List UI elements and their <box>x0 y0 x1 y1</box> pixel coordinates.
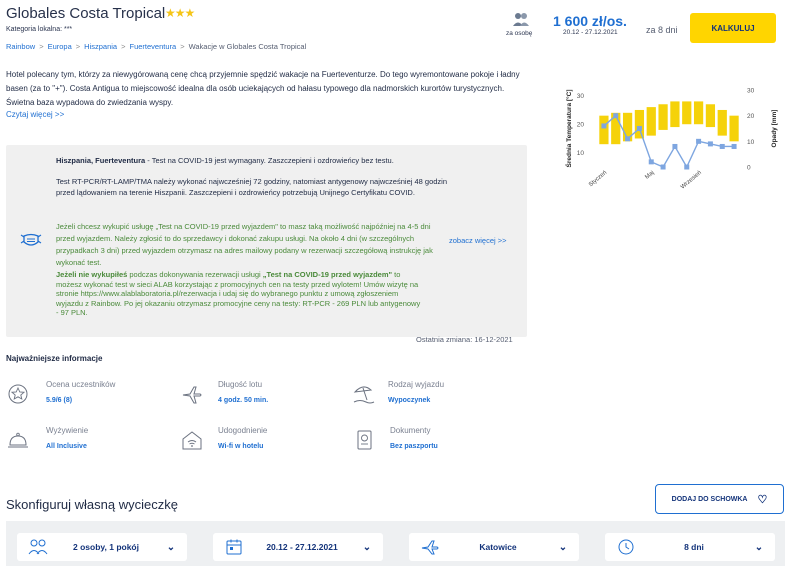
rainfall-point-12 <box>732 144 737 149</box>
info-label: Dokumenty <box>390 426 431 435</box>
rainfall-point-9 <box>696 139 701 144</box>
plane-icon <box>419 538 441 556</box>
covid-heading <box>56 155 496 166</box>
departure-value: Katowice <box>479 542 517 552</box>
chevron-down-icon: ⌄ <box>558 541 568 553</box>
rainfall-point-8 <box>684 165 689 170</box>
heart-icon: ♡ <box>757 493 768 506</box>
rainfall-point-7 <box>672 144 677 149</box>
hotel-category: Kategoria lokalna: *** <box>6 26 73 33</box>
calendar-icon <box>223 538 245 556</box>
chevron-down-icon: ⌄ <box>754 541 764 553</box>
rainfall-point-3 <box>625 136 630 141</box>
hotel-name: Globales Costa Tropical <box>6 5 166 22</box>
covid-alab-mid: podczas dokonywania rezerwacji usługi <box>127 270 263 279</box>
info-trip-type <box>352 378 512 414</box>
y-tick-left: 30 <box>576 93 584 101</box>
y-tick-right: 30 <box>747 87 755 95</box>
breadcrumb-separator: > <box>75 42 81 51</box>
info-label: Ocena uczestników <box>46 380 116 389</box>
duration-value: 8 dni <box>684 542 704 552</box>
info-value-documents: Bez paszportu <box>390 443 438 450</box>
temperature-bar-10 <box>706 104 715 127</box>
breadcrumb <box>6 42 306 51</box>
breadcrumb-separator: > <box>180 42 185 51</box>
hotel-stars: ★★★ <box>165 6 195 20</box>
persons-select[interactable] <box>17 533 187 561</box>
info-amenity <box>180 424 340 460</box>
rainfall-point-11 <box>720 144 725 149</box>
temperature-bar-12 <box>729 116 738 142</box>
price: 1 600 zł/os. <box>553 13 627 29</box>
temperature-bar-1 <box>599 116 608 145</box>
climate-chart <box>540 75 790 215</box>
rainfall-point-5 <box>649 159 654 164</box>
persons-value: 2 osoby, 1 pokój <box>73 542 139 552</box>
y-tick-right: 20 <box>747 113 755 121</box>
calculate-button[interactable]: KALKULUJ <box>690 13 776 43</box>
clock-icon <box>615 538 637 556</box>
duration-select[interactable] <box>605 533 775 561</box>
info-label: Udogodnienie <box>218 426 268 435</box>
last-change-date: Ostatnia zmiana: 16-12-2021 <box>416 335 513 344</box>
wifi-house-icon <box>180 428 204 452</box>
info-label: Rodzaj wyjazdu <box>388 380 445 389</box>
temperature-bar-9 <box>694 101 703 124</box>
x-tick-label: Maj <box>644 169 656 181</box>
departure-select[interactable] <box>409 533 579 561</box>
rainfall-point-4 <box>637 126 642 131</box>
breadcrumb-item-europa[interactable]: Europa <box>47 42 72 51</box>
info-value-rating[interactable]: 5.9/6 (8) <box>46 397 73 404</box>
hotel-description: Hotel polecany tym, którzy za niewygórowaną cenę chcą przyjemnie spędzić wakacje na Fuerteventurze. Do tego wyremontowane pokoje i ładny basen (za to "+"). Costa Antigua to miejscowość idealna dla osób uciekających od hałasu typowego dla nadmorskich kurortów turystycznych. Świetna baza wypadowa do zwiedzania wyspy. <box>6 70 520 107</box>
star-badge-icon <box>6 382 30 406</box>
temperature-bar-7 <box>670 101 679 127</box>
covid-heading-text: - Test na COVID-19 jest wymagany. Zaszczepieni i ozdrowieńcy bez testu. <box>145 156 394 165</box>
persons-icon <box>512 12 530 28</box>
breadcrumb-item-hiszpania[interactable]: Hiszpania <box>84 42 118 51</box>
dates-select[interactable] <box>213 533 383 561</box>
temperature-bar-11 <box>718 110 727 136</box>
x-tick-label: Wrzesień <box>679 169 703 191</box>
info-board <box>6 424 166 460</box>
info-flight-length <box>180 378 340 414</box>
rainfall-point-10 <box>708 141 713 146</box>
info-rating <box>6 378 166 414</box>
temperature-bar-5 <box>647 107 656 136</box>
dates-value: 20.12 - 27.12.2021 <box>266 542 338 552</box>
chevron-down-icon: ⌄ <box>362 541 372 553</box>
breadcrumb-separator: > <box>121 42 126 51</box>
trip-length: za 8 dni <box>646 25 678 35</box>
rainfall-point-1 <box>601 123 606 128</box>
per-person-label: za osobę <box>506 30 533 37</box>
covid-heading-location: Hiszpania, Fuerteventura <box>56 156 146 165</box>
info-documents <box>352 424 512 460</box>
key-info-title: Najważniejsze informacje <box>6 354 103 363</box>
covid-test-purchase-info: Jeżeli chcesz wykupić usługę „Test na COVID-19 przed wyjazdem" to masz taką możliwość najpóźniej na 4-5 dni przed wyjazdem. Należy zgłosić to do sprzedawcy i dokonać zakupu usługi. Na około 4 dni (w szczególnych przypadkach 3 dni) przed wyjazdem otrzymasz na adres mailowy podany w rezerwacji szczegółową instrukcję jak wykonać test. <box>56 222 433 267</box>
configure-trip-title: Skonfiguruj własną wycieczkę <box>6 497 178 512</box>
breadcrumb-current: Wakacje w Globales Costa Tropical <box>188 42 307 51</box>
breadcrumb-item-fuerteventura[interactable]: Fuerteventura <box>129 42 177 51</box>
temperature-bar-6 <box>658 104 667 130</box>
y-tick-left: 20 <box>576 121 584 129</box>
info-label: Wyżywienie <box>46 426 89 435</box>
add-to-storage-label: DODAJ DO SCHOWKA <box>671 495 748 503</box>
rainfall-point-6 <box>661 165 666 170</box>
covid-alab-bold2: „Test na COVID-19 przed wyjazdem" <box>262 270 393 279</box>
y-tick-right: 10 <box>747 138 755 146</box>
y-axis-label-left: Średnia Temperatura [°C] <box>566 89 573 168</box>
info-value-board: All Inclusive <box>46 443 87 450</box>
persons-icon <box>27 538 49 556</box>
food-cloche-icon <box>6 428 30 452</box>
info-label: Długość lotu <box>218 380 263 389</box>
see-more-link[interactable]: zobacz więcej >> <box>449 236 507 245</box>
breadcrumb-item-rainbow[interactable]: Rainbow <box>6 42 36 51</box>
plane-icon <box>180 382 204 406</box>
y-tick-right: 0 <box>747 164 751 172</box>
face-mask-icon <box>20 231 42 249</box>
temperature-bar-4 <box>635 110 644 139</box>
add-to-storage-button[interactable] <box>655 484 784 514</box>
info-value-amenity: Wi-fi w hotelu <box>218 443 264 450</box>
y-tick-left: 10 <box>576 150 584 158</box>
read-more-link[interactable]: Czytaj więcej >> <box>6 110 65 119</box>
y-axis-label-right: Opady [mm] <box>771 109 778 148</box>
covid-alab-bold1: Jeżeli nie wykupiłeś <box>56 270 128 279</box>
temperature-bar-8 <box>682 101 691 124</box>
passport-icon <box>352 428 376 452</box>
beach-umbrella-icon <box>352 382 376 406</box>
chevron-down-icon: ⌄ <box>166 541 176 553</box>
info-value-flight: 4 godz. 50 min. <box>218 397 269 404</box>
breadcrumb-separator: > <box>39 42 44 51</box>
price-dates: 20.12 - 27.12.2021 <box>563 29 618 36</box>
rainfall-point-2 <box>613 113 618 118</box>
covid-requirements: Test RT-PCR/RT-LAMP/TMA należy wykonać najwcześniej 72 godziny, natomiast antygenowy najwcześniej 48 godzin przed lądowaniem na terenie Hiszpanii. Zaszczepieni i ozdrowieńcy potrzebują Unijnego Certyfikatu COVID. <box>56 177 448 197</box>
info-value-trip-type: Wypoczynek <box>388 397 431 404</box>
covid-alab-info <box>56 270 421 318</box>
covid-alab-rest: to możesz wykonać test w sieci ALAB korzystając z promocyjnych cen na testy przed wylotem! Umów wizytę na stronie https://www.alablaboratoria.pl/rezerwacja i udaj się do wybranego punktu z umową zgłoszeniem wyjazdu z Rainbow. Po jej okazaniu otrzymasz promocyjne ceny na testy: RT-PCR - 269 PLN lub antygenowy - 97 PLN. <box>56 270 421 317</box>
x-tick-label: Styczeń <box>587 169 609 189</box>
